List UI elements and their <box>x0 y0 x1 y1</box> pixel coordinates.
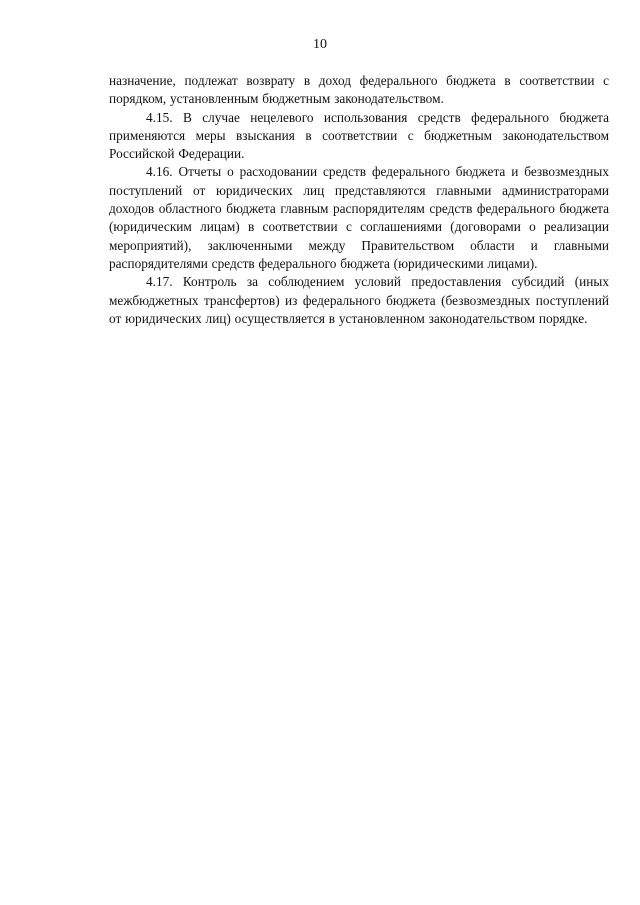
paragraph-continuation: назначение, подлежат возврату в доход федерального бюджета в соответствии с порядком, установленным бюджетным законодательством. <box>109 73 609 107</box>
page-number: 10 <box>313 37 327 52</box>
paragraph-4-15: 4.15. В случае нецелевого использования средств федерального бюджета применяются меры взыскания в соответствии с бюджетным законодательством Российской Федерации. <box>109 109 609 162</box>
paragraph-4-16: 4.16. Отчеты о расходовании средств федерального бюджета и безвозмездных поступлений от юридических лиц представляются главными администраторами доходов областного бюджета главным распорядителям средств федерального бюджета (юридическим лицам) в соответствии с соглашениями (договорами о реализации мероприятий), заключенными между Правительством области и главными распорядителями средств федерального бюджета (юридическими лицами). <box>109 164 609 271</box>
paragraph-4-17: 4.17. Контроль за соблюдением условий предоставления субсидий (иных межбюджетных трансфертов) из федерального бюджета (безвозмездных поступлений от юридических лиц) осуществляется в установленном законодательством порядке. <box>109 274 609 326</box>
document-body <box>109 72 609 328</box>
